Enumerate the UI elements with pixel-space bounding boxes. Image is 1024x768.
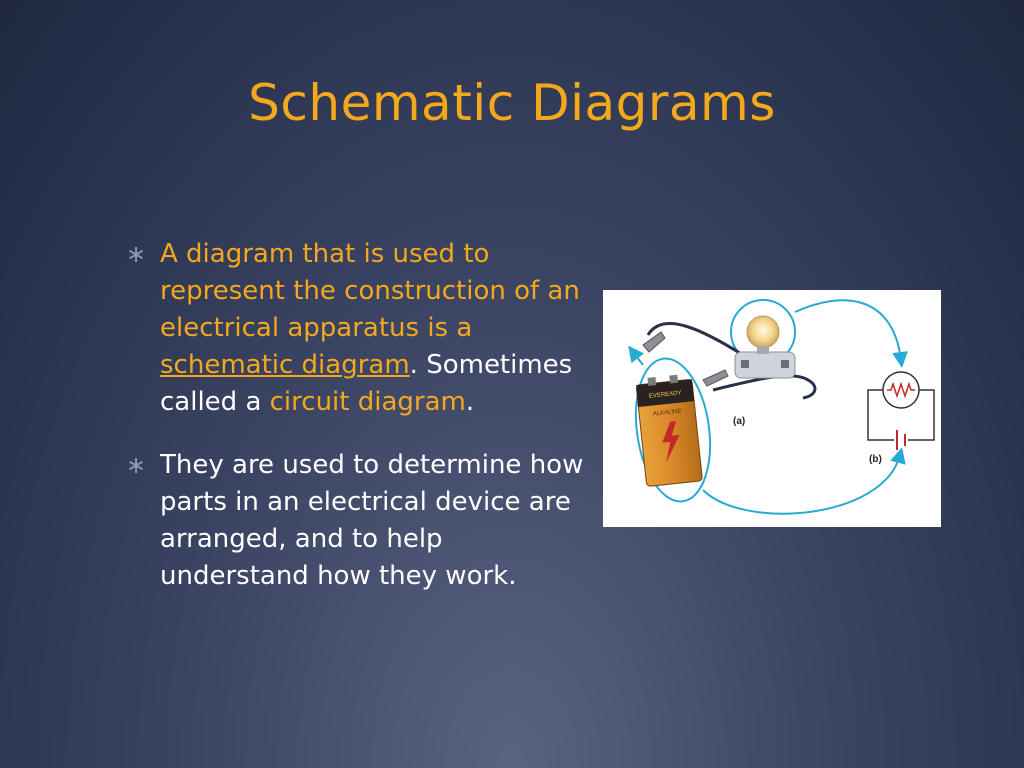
asterisk-bullet-icon: ∗ [126, 451, 147, 479]
slide-title: Schematic Diagrams [248, 74, 776, 132]
wire-right [713, 376, 815, 398]
schematic-symbol [868, 372, 934, 450]
label-a: (a) [733, 416, 746, 427]
socket-screw-right [781, 360, 789, 368]
bullet-2-text: They are used to determine how parts in an electrical device are arranged, and to help understand how they work. [160, 450, 584, 591]
alligator-clip-left [643, 332, 665, 352]
schematic-diagram-link[interactable]: schematic diagram [160, 350, 410, 380]
bullet-list [122, 236, 592, 621]
alligator-clip-right [703, 370, 728, 386]
socket-screw-left [741, 360, 749, 368]
battery-brand-text: EVEREADY [648, 390, 682, 400]
bullet-item-2 [122, 447, 592, 595]
circuit-figure [603, 290, 941, 527]
bulb-to-symbol-arrow [795, 300, 901, 360]
bullet-item-1 [122, 236, 592, 421]
circuit-diagram-term: circuit diagram [269, 387, 466, 417]
battery-arrow-tip [633, 352, 643, 365]
label-b: (b) [869, 454, 882, 465]
battery-icon [636, 373, 703, 486]
asterisk-bullet-icon: ∗ [126, 240, 147, 268]
bullet-1-sometimes-text: Sometimes called a [160, 350, 573, 417]
bullet-1-period: . [409, 350, 418, 380]
bulb-base [757, 346, 769, 354]
light-bulb-icon [747, 316, 779, 348]
battery-type-text: ALKALINE [652, 408, 682, 418]
circuit-illustration [603, 290, 941, 527]
bullet-1-text: A diagram that is used to represent the construction of an electrical apparatus is a [160, 239, 580, 343]
bullet-1-end-period: . [465, 387, 475, 417]
